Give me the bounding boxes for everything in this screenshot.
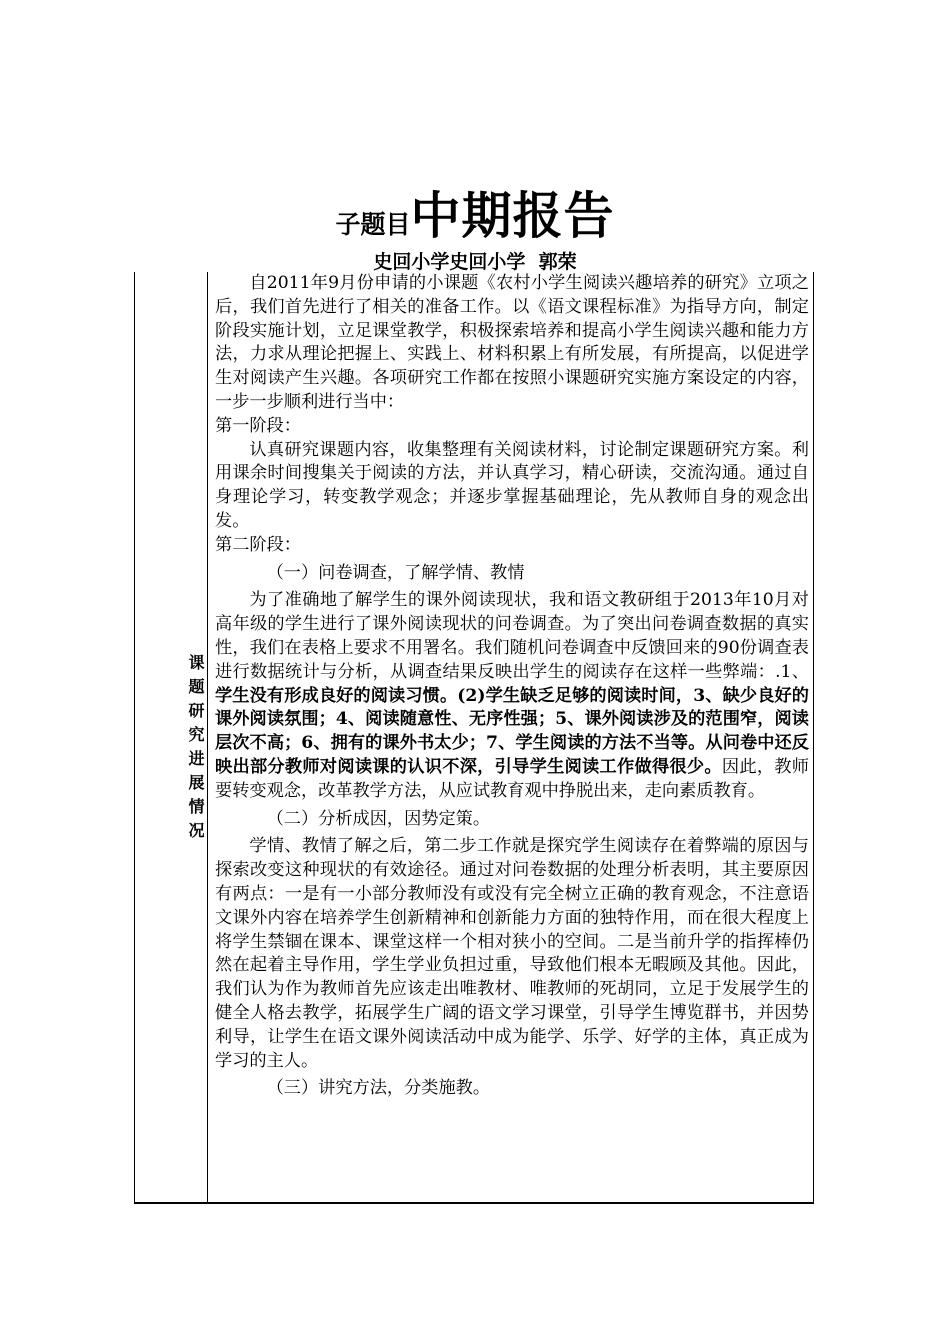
- analysis-paragraph: 学情、教情了解之后，第二步工作就是探究学生阅读存在着弊端的原因与探索改变这种现状的有效途径。通过对问卷数据的处理分析表明，其主要原因有两点：一是有一小部分教师没有或没有完全树立正确的教育观念，不注意语文课外内容在培养学生创新精神和创新能力方面的独特作用，而在很大程度上将学生禁锢在课本、课堂这样一个相对狭小的空间。二是当前升学的指挥棒仍然在起着主导作用，学生学业负担过重，导致他们根本无暇顾及其他。因此，我们认为作为教师首先应该走出唯教材、唯教师的死胡同，立足于发展学生的健全人格去教学，拓展学生广阔的语文学习课堂，引导学生博览群书，并因势利导，让学生在语文课外阅读活动中成为能学、乐学、好学的主体，真正成为学习的主人。: [215, 836, 809, 1071]
- survey-findings: 学生没有形成良好的阅读习惯。(2)学生缺乏足够的阅读时间，3、缺少良好的课外阅读氛围；4、阅读随意性、无序性强；5、课外阅读涉及的范围窄，阅读层次不高；6、拥有的课外书太少；7、学生阅读的方法不当等。从问卷中还反映出部分教师对阅读课的认识不深，引导学生阅读工作做得很少。: [215, 685, 809, 777]
- survey-text: 为了准确地了解学生的课外阅读现状，我和语文教研组于2013年10月对高年级的学生进行了课外阅读现状的问卷调查。为了突出问卷调查数据的真实性，我们在表格上要求不用署名。我们随机问卷调查中反馈回来的90份调查表进行数据统计与分析，从调查结果反映出学生的阅读存在这样一些弊端：.1、: [215, 590, 809, 682]
- survey-conclusion: 因此，教师要转变观念，改革教学方法，从应试教育观中挣脱出来，走向素质教育。: [215, 756, 809, 801]
- document-subtitle: 史回小学史回小学 郭荣: [373, 251, 577, 273]
- row-label: 课题研究进展情况: [186, 654, 205, 846]
- report-table: [134, 272, 814, 1204]
- title-prefix: 子题目: [335, 210, 411, 239]
- stage2-label: 第二阶段：: [215, 534, 301, 555]
- row-label-cell: [135, 272, 208, 1202]
- stage1-label: 第一阶段：: [215, 415, 301, 436]
- title-main: 中期报告: [410, 187, 615, 245]
- document-title: [0, 176, 950, 248]
- content-cell: [215, 272, 809, 1105]
- survey-paragraph: [215, 589, 809, 803]
- stage1-paragraph: 认真研究课题内容，收集整理有关阅读材料，讨论制定课题研究方案。利用课余时间搜集关于阅读的方法，并认真学习，精心研读，交流沟通。通过自身理论学习，转变教学观念；并逐步掌握基础理论，先从教师自身的观念出发。: [215, 439, 809, 531]
- section-heading-1: （一）问卷调查，了解学情、教情: [266, 562, 525, 583]
- section-heading-2: （二）分析成因，因势定策。: [266, 808, 491, 829]
- section-heading-3: （三）讲究方法，分类施教。: [266, 1078, 491, 1099]
- intro-paragraph: 自2011年9月份申请的小课题《农村小学生阅读兴趣培养的研究》立项之后，我们首先进行了相关的准备工作。以《语文课程标准》为指导方向，制定阶段实施计划，立足课堂教学，积极探索培养和提高小学生阅读兴趣和能力方法，力求从理论把握上、实践上、材料积累上有所发展，有所提高，以促进学生对阅读产生兴趣。各项研究工作都在按照小课题研究实施方案设定的内容，一步一步顺利进行当中：: [215, 273, 809, 412]
